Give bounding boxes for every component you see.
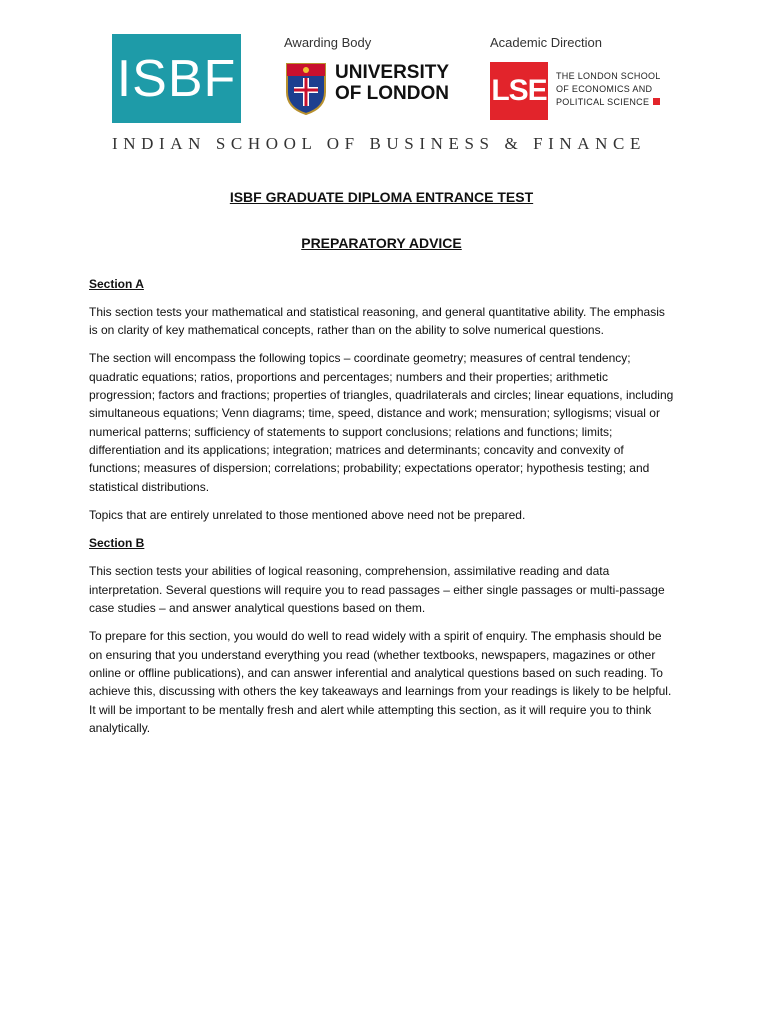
university-of-london-crest-icon bbox=[285, 62, 327, 116]
section-a-paragraph-3: Topics that are entirely unrelated to those mentioned above need not be prepared. bbox=[89, 507, 526, 522]
section-b-paragraph-2: To prepare for this section, you would do well to read widely with a spirit of enquiry. The emphasis should be on ensuring that you understand everything you read (whether textbooks, newspapers, magazines or other online or offline publications), and can answer inferential and analytical questions based on such reading. To achieve this, discussing with others the key takeaways and learnings from your readings is likely to be helpful. It will be important to be mentally fresh and alert while attempting this section, as it will require you to think analytically. bbox=[89, 629, 672, 735]
university-of-london-wordmark: UNIVERSITY OF LONDON bbox=[335, 62, 450, 104]
document-title: ISBF GRADUATE DIPLOMA ENTRANCE TEST bbox=[229, 189, 534, 205]
isbf-logo: ISBF bbox=[112, 34, 241, 123]
lse-red-square-icon bbox=[653, 98, 660, 105]
section-a-paragraph-2: The section will encompass the following topics – coordinate geometry; measures of central tendency; quadratic equations; ratios, proportions and percentages; numbers and their properties; arithmetic progression; factors and fractions; properties of triangles, quadrilaterals and circles; linear equations, including simultaneous equations; Venn diagrams; time, speed, distance and work; mensuration; syllogisms; visual or numerical patterns; sufficiency of statements to support conclusions; relations and functions; limits; differentiation and its applications; integration; matrices and determinants; concavity and convexity of functions; measures of dispersion; correlations; probability; expectations operator; hypothesis testing; and statistical distributions. bbox=[89, 351, 674, 494]
academic-direction-label: Academic Direction bbox=[490, 35, 602, 50]
letterhead bbox=[0, 0, 768, 165]
lse-wordmark: THE LONDON SCHOOL OF ECONOMICS AND POLITICAL SCIENCE bbox=[556, 71, 661, 107]
section-b-heading: Section B bbox=[89, 536, 145, 551]
section-a-heading: Section A bbox=[89, 276, 144, 291]
awarding-body-label: Awarding Body bbox=[284, 35, 372, 50]
section-b-paragraph-1: This section tests your abilities of logical reasoning, comprehension, assimilative reading and data interpretation. Several questions will require you to read passages – either single passages or multi-passage case studies – and answer analytical questions based on them. bbox=[89, 564, 665, 616]
document-body bbox=[89, 188, 674, 747]
document-subtitle: PREPARATORY ADVICE bbox=[301, 235, 462, 252]
school-name: INDIAN SCHOOL OF BUSINESS & FINANCE bbox=[112, 134, 646, 153]
section-a-paragraph-1: This section tests your mathematical and statistical reasoning, and general quantitative ability. The emphasis is on clarity of key mathematical concepts, rather than on the ability to solve numerical questions. bbox=[89, 304, 665, 338]
lse-logo: LSE bbox=[490, 62, 548, 120]
